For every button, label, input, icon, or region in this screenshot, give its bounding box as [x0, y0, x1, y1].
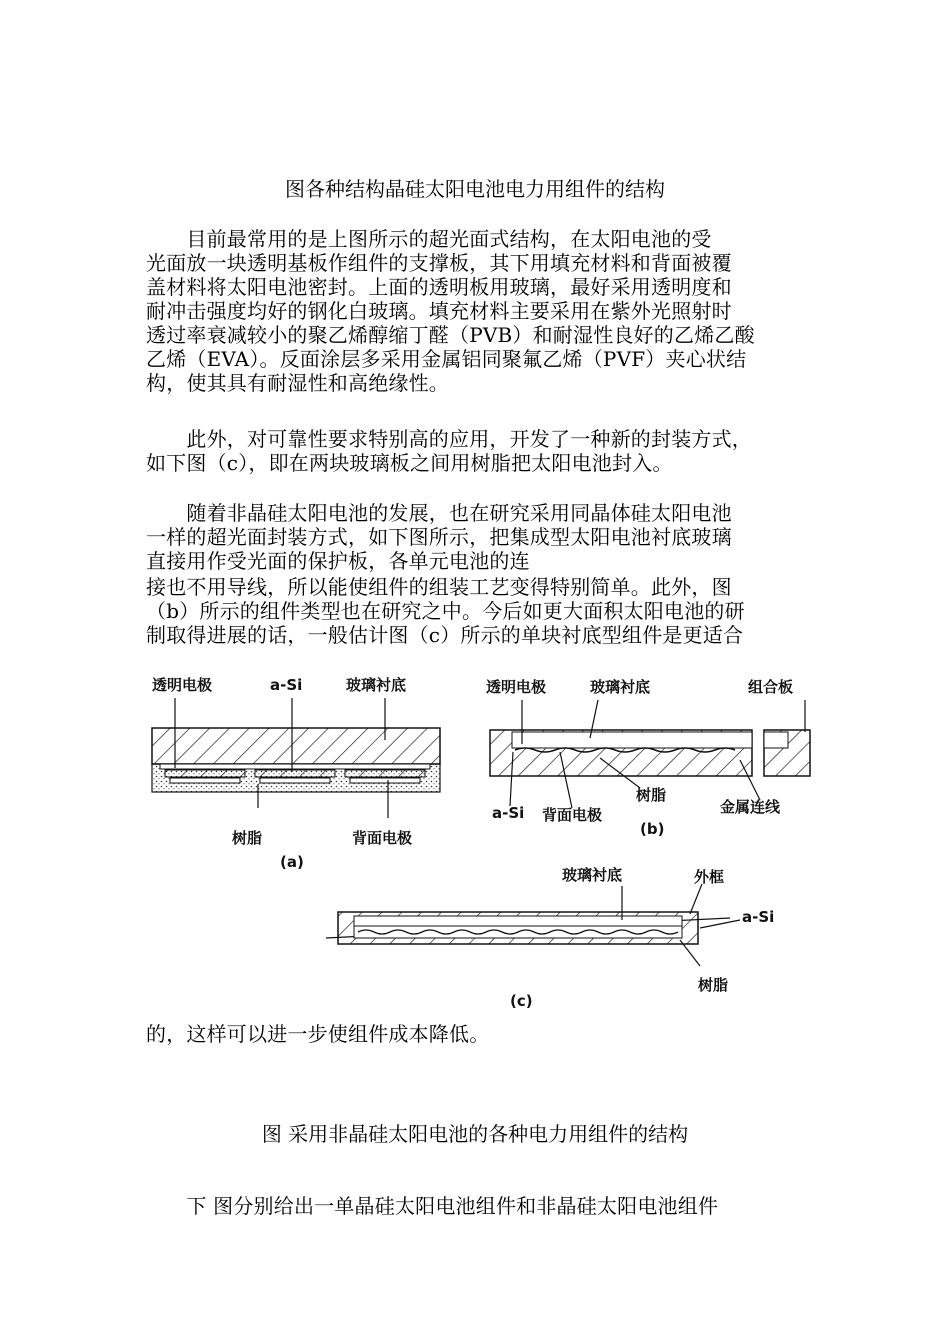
transparent-electrode-layer [160, 764, 430, 769]
figure-caption-amorphous: 图 采用非晶硅太阳电池的各种电力用组件的结构 [261, 1122, 689, 1146]
figure-b [486, 678, 810, 838]
figure-c [326, 866, 774, 1010]
paragraph-line: 接也不用导线，所以能使组件的组装工艺变得特别简单。此外，图 [146, 575, 732, 599]
caption-b: (b) [640, 820, 665, 838]
paragraph-line: 透过率衰减较小的聚乙烯醇缩丁醛（PVB）和耐湿性良好的乙烯乙酸 [146, 323, 755, 347]
paragraph-line: 制取得进展的话，一般估计图（c）所示的单块衬底型组件是更适合 [146, 623, 744, 647]
label-asi: a-Si [270, 676, 303, 694]
paragraph-4: 的，这样可以进一步使组件成本降低。 [146, 1022, 490, 1046]
label-glass-substrate: 玻璃衬底 [590, 678, 651, 696]
figure-a [152, 676, 440, 871]
paragraph-5: 下 图分别给出一单晶硅太阳电池组件和非晶硅太阳电池组件 [146, 1194, 719, 1218]
glass-substrate [764, 732, 788, 748]
paragraph-line: 盖材料将太阳电池密封。上面的透明板用玻璃，最好采用透明度和 [146, 275, 732, 299]
caption-c: (c) [510, 992, 533, 1010]
paragraph-line: 目前最常用的是上图所示的超光面式结构，在太阳电池的受 [146, 227, 712, 251]
back-electrode-layer [350, 778, 420, 783]
label-frame-plate: 组合板 [748, 678, 794, 696]
label-resin: 树脂 [232, 829, 263, 847]
label-glass-substrate: 玻璃衬底 [346, 676, 407, 694]
paragraph-line: 此外，对可靠性要求特别高的应用，开发了一种新的封装方式， [146, 427, 752, 451]
label-resin: 树脂 [636, 786, 667, 804]
label-metal-wire: 金属连线 [720, 798, 781, 816]
paragraph-line: 一样的超光面封装方式，如下图所示，把集成型太阳电池衬底玻璃 [146, 525, 732, 549]
paragraph-line: 直接用作受光面的保护板，各单元电池的连 [146, 549, 530, 573]
asi-layer [165, 770, 245, 777]
back-electrode-layer [260, 778, 330, 783]
paragraph-line: 光面放一块透明基板作组件的支撑板，其下用填充材料和背面被覆 [146, 251, 732, 275]
label-transparent-electrode: 透明电极 [486, 678, 547, 696]
glass-substrate [152, 728, 440, 764]
paragraph-line: 随着非晶硅太阳电池的发展，也在研究采用同晶体硅太阳电池 [146, 501, 732, 525]
paragraph-line: 乙烯（EVA）。反面涂层多采用金属铝同聚氟乙烯（PVF）夹心状结 [146, 347, 747, 371]
module-structure-figure [0, 660, 950, 1020]
caption-a: (a) [280, 853, 304, 871]
label-glass-substrate: 玻璃衬底 [562, 866, 623, 884]
leader-line [690, 884, 702, 914]
asi-layer [255, 770, 335, 777]
paragraph-line: 耐冲击强度均好的钢化白玻璃。填充材料主要采用在紫外光照射时 [146, 299, 732, 323]
label-asi: a-Si [492, 804, 525, 822]
label-asi: a-Si [742, 908, 775, 926]
back-electrode-layer [170, 778, 240, 783]
glass-substrate [354, 916, 682, 926]
label-back-electrode: 背面电极 [542, 806, 603, 824]
paragraph-line: （b）所示的组件类型也在研究之中。今后如更大面积太阳电池的研 [146, 599, 745, 623]
label-outer-frame: 外框 [694, 868, 725, 886]
asi-layer [345, 770, 425, 777]
label-transparent-electrode: 透明电极 [152, 676, 213, 694]
figure-caption-crystalline: 图各种结构晶硅太阳电池电力用组件的结构 [285, 177, 665, 201]
label-resin: 树脂 [698, 976, 729, 994]
leader-line [700, 920, 740, 928]
paragraph-line: 构，使其具有耐湿性和高绝缘性。 [146, 371, 449, 395]
glass-substrate [512, 732, 752, 748]
paragraph-line: 如下图（c），即在两块玻璃板之间用树脂把太阳电池封入。 [146, 451, 673, 475]
label-back-electrode: 背面电极 [352, 829, 413, 847]
